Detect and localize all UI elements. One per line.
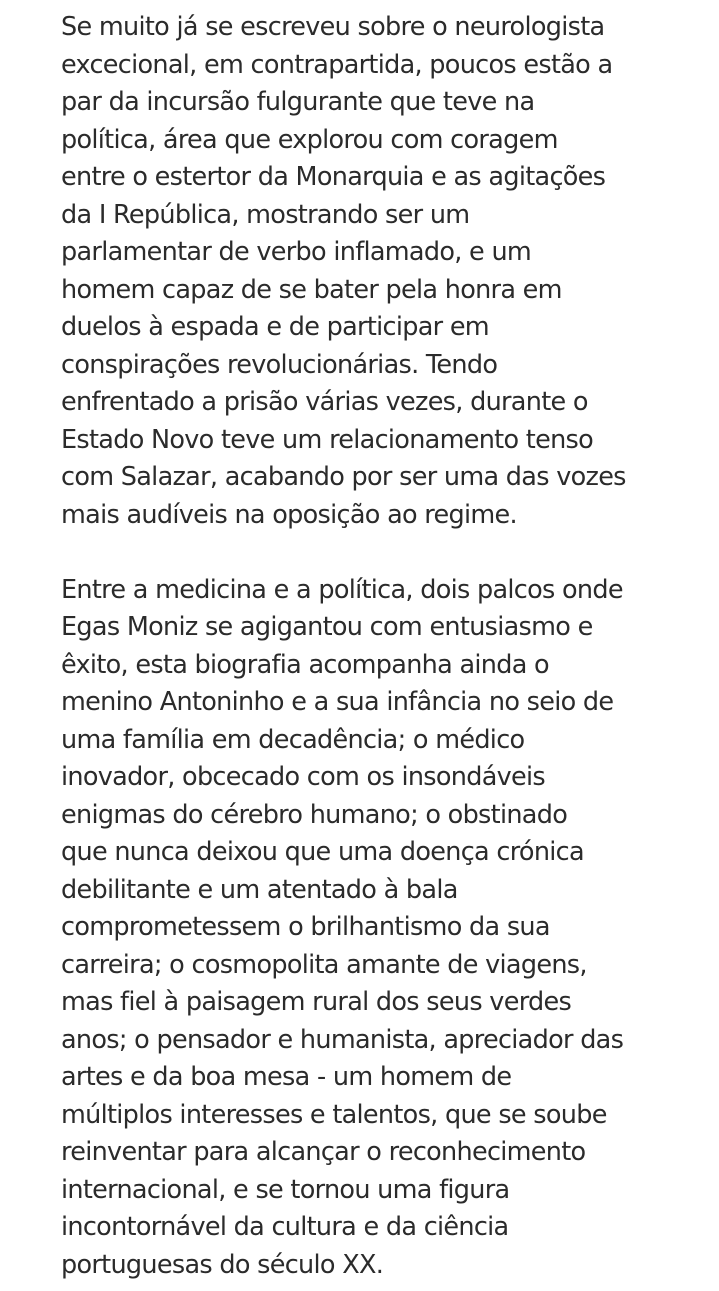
book-synopsis [61,9,671,1284]
text-line: Egas Moniz se agigantou com entusiasmo e [61,612,593,642]
text-line: excecional, em contrapartida, poucos estão a [61,49,613,80]
text-line: conspirações revolucionárias. Tendo [61,349,498,380]
text-line: reinventar para alcançar o reconhecimento [61,1137,586,1167]
text-line: política, área que explorou com coragem [61,124,558,155]
text-line: parlamentar de verbo inflamado, e um [61,237,532,267]
text-line: enigmas do cérebro humano; o obstinado [61,799,568,830]
text-line: múltiplos interesses e talentos, que se soube [61,1099,607,1130]
text-line: incontornável da cultura e da ciência [61,1212,509,1242]
text-line: portuguesas do século XX. [61,1249,384,1280]
text-line: mas fiel à paisagem rural dos seus verdes [61,987,572,1017]
text-line: Entre a medicina e a política, dois palcos onde [61,574,623,605]
text-line: comprometessem o brilhantismo da sua [61,912,550,942]
text-line: artes e da boa mesa - um homem de [61,1062,512,1092]
text-line: êxito, esta biografia acompanha ainda o [61,649,549,680]
text-line: homem capaz de se bater pela honra em [61,274,562,305]
text-line: Se muito já se escreveu sobre o neurologista [61,12,605,42]
text-line: anos; o pensador e humanista, apreciador das [61,1024,624,1055]
text-line: enfrentado a prisão várias vezes, durante o [61,387,588,417]
text-line: debilitante e um atentado à bala [61,874,458,905]
text-line: internacional, e se tornou uma figura [61,1174,510,1205]
text-line: entre o estertor da Monarquia e as agitações [61,162,606,192]
text-line: inovador, obcecado com os insondáveis [61,762,546,792]
text-line: da I República, mostrando ser um [61,199,470,230]
text-line: uma família em decadência; o médico [61,724,525,755]
text-line: duelos à espada e de participar em [61,312,489,342]
paragraph-2 [61,572,671,1285]
text-line: com Salazar, acabando por ser uma das vozes [61,462,626,492]
text-line: mais audíveis na oposição ao regime. [61,499,517,530]
text-line: par da incursão fulgurante que teve na [61,87,535,117]
text-line: Estado Novo teve um relacionamento tenso [61,424,594,455]
text-line: que nunca deixou que uma doença crónica [61,837,584,867]
text-line: carreira; o cosmopolita amante de viagens, [61,949,587,980]
text-line: menino Antoninho e a sua infância no seio de [61,687,614,717]
paragraph-1 [61,9,671,534]
